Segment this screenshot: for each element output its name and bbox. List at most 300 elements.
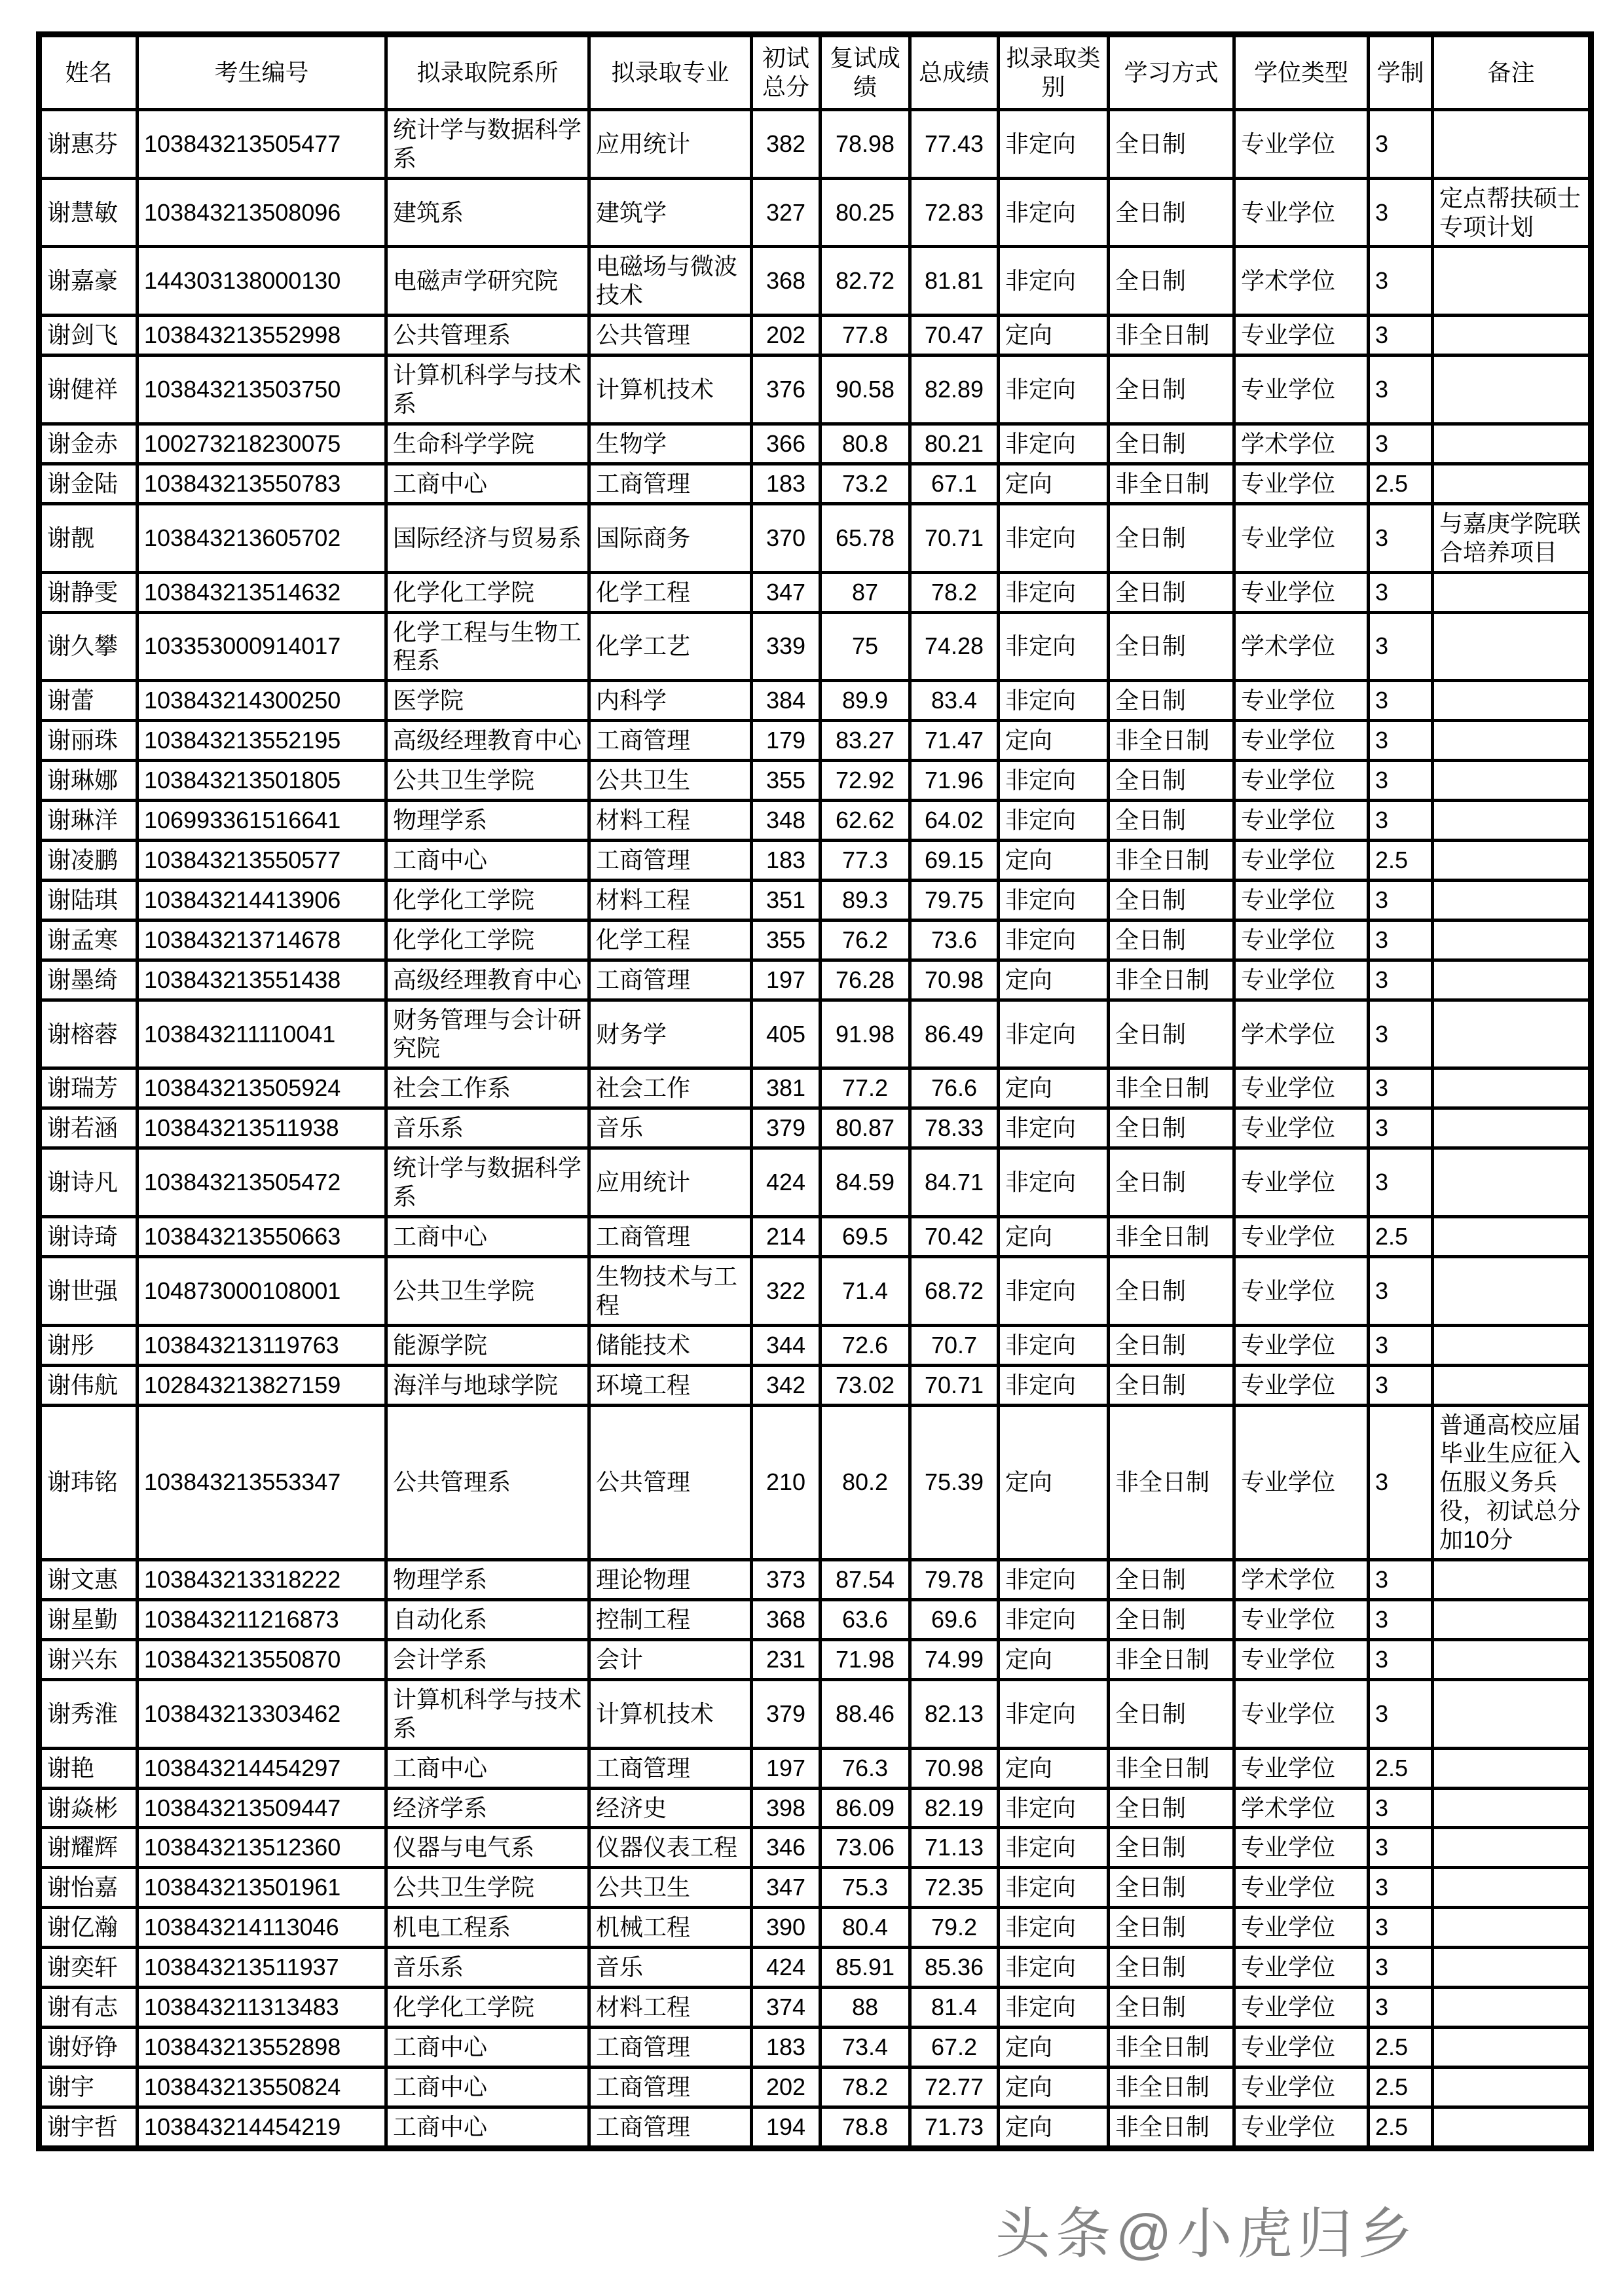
cell-duration: 3 (1369, 1679, 1433, 1748)
cell-initial-score: 370 (752, 503, 821, 572)
cell-study-mode: 全日制 (1109, 1599, 1234, 1639)
table-row (39, 316, 1591, 355)
table-row (39, 840, 1591, 880)
cell-admission-category: 定向 (999, 840, 1109, 880)
cell-major: 音乐 (589, 1108, 752, 1148)
cell-department: 能源学院 (386, 1325, 589, 1365)
cell-major: 电磁场与微波技术 (589, 247, 752, 316)
cell-department: 工商中心 (386, 1217, 589, 1257)
cell-total-score: 73.6 (910, 920, 999, 960)
cell-initial-score: 374 (752, 1988, 821, 2028)
cell-major: 材料工程 (589, 1988, 752, 2028)
cell-duration: 3 (1369, 1108, 1433, 1148)
cell-name: 谢瑞芳 (39, 1068, 138, 1108)
cell-major: 工商管理 (589, 721, 752, 761)
table-row (39, 721, 1591, 761)
cell-retest-score: 91.98 (821, 1000, 910, 1068)
cell-duration: 3 (1369, 681, 1433, 721)
cell-degree-type: 专业学位 (1234, 920, 1369, 960)
cell-initial-score: 355 (752, 761, 821, 801)
cell-candidate-id: 103843214113046 (138, 1908, 386, 1948)
column-header-total-score: 总成绩 (910, 35, 999, 110)
cell-initial-score: 366 (752, 424, 821, 464)
cell-remarks (1433, 1599, 1591, 1639)
cell-duration: 2.5 (1369, 2027, 1433, 2067)
cell-name: 谢孟寒 (39, 920, 138, 960)
cell-initial-score: 379 (752, 1679, 821, 1748)
cell-duration: 3 (1369, 801, 1433, 841)
cell-candidate-id: 103843213505924 (138, 1068, 386, 1108)
cell-degree-type: 专业学位 (1234, 761, 1369, 801)
cell-department: 海洋与地球学院 (386, 1365, 589, 1405)
cell-retest-score: 63.6 (821, 1599, 910, 1639)
cell-name: 谢焱彬 (39, 1788, 138, 1828)
cell-degree-type: 专业学位 (1234, 1748, 1369, 1788)
cell-retest-score: 80.4 (821, 1908, 910, 1948)
cell-remarks (1433, 1679, 1591, 1748)
cell-total-score: 72.83 (910, 178, 999, 247)
cell-degree-type: 专业学位 (1234, 1828, 1369, 1868)
cell-duration: 3 (1369, 1405, 1433, 1560)
cell-retest-score: 77.8 (821, 316, 910, 355)
cell-admission-category: 非定向 (999, 1828, 1109, 1868)
cell-study-mode: 全日制 (1109, 178, 1234, 247)
cell-remarks (1433, 681, 1591, 721)
cell-study-mode: 非全日制 (1109, 316, 1234, 355)
cell-remarks: 普通高校应届毕业生应征入伍服义务兵役，初试总分加10分 (1433, 1405, 1591, 1560)
table-row (39, 247, 1591, 316)
cell-admission-category: 非定向 (999, 920, 1109, 960)
cell-degree-type: 学术学位 (1234, 1788, 1369, 1828)
cell-major: 储能技术 (589, 1325, 752, 1365)
column-header-study-mode: 学习方式 (1109, 35, 1234, 110)
cell-duration: 2.5 (1369, 1748, 1433, 1788)
cell-major: 化学工程 (589, 572, 752, 612)
table-row (39, 109, 1591, 178)
cell-remarks (1433, 1068, 1591, 1108)
cell-duration: 3 (1369, 1868, 1433, 1908)
cell-total-score: 84.71 (910, 1148, 999, 1217)
cell-department: 建筑系 (386, 178, 589, 247)
cell-degree-type: 专业学位 (1234, 1988, 1369, 2028)
cell-total-score: 70.7 (910, 1325, 999, 1365)
cell-initial-score: 327 (752, 178, 821, 247)
cell-name: 谢诗琦 (39, 1217, 138, 1257)
cell-name: 谢健祥 (39, 355, 138, 424)
cell-major: 公共卫生 (589, 1868, 752, 1908)
table-row (39, 1988, 1591, 2028)
cell-total-score: 71.73 (910, 2107, 999, 2148)
table-row (39, 2107, 1591, 2148)
cell-name: 谢宇 (39, 2067, 138, 2107)
cell-total-score: 78.33 (910, 1108, 999, 1148)
cell-total-score: 79.78 (910, 1560, 999, 1600)
cell-remarks (1433, 1639, 1591, 1679)
cell-study-mode: 全日制 (1109, 801, 1234, 841)
cell-major: 生物学 (589, 424, 752, 464)
cell-department: 工商中心 (386, 1748, 589, 1788)
cell-initial-score: 179 (752, 721, 821, 761)
cell-department: 自动化系 (386, 1599, 589, 1639)
cell-retest-score: 73.4 (821, 2027, 910, 2067)
cell-candidate-id: 103843213511938 (138, 1108, 386, 1148)
cell-duration: 3 (1369, 1560, 1433, 1600)
cell-total-score: 82.19 (910, 1788, 999, 1828)
table-row (39, 1365, 1591, 1405)
cell-remarks (1433, 840, 1591, 880)
cell-degree-type: 学术学位 (1234, 1560, 1369, 1600)
cell-admission-category: 非定向 (999, 1256, 1109, 1325)
cell-total-score: 71.13 (910, 1828, 999, 1868)
cell-admission-category: 非定向 (999, 503, 1109, 572)
cell-study-mode: 全日制 (1109, 424, 1234, 464)
cell-major: 机械工程 (589, 1908, 752, 1948)
column-header-candidate-id: 考生编号 (138, 35, 386, 110)
cell-duration: 3 (1369, 503, 1433, 572)
cell-initial-score: 347 (752, 572, 821, 612)
cell-admission-category: 定向 (999, 721, 1109, 761)
cell-candidate-id: 103843213550870 (138, 1639, 386, 1679)
cell-major: 工商管理 (589, 2027, 752, 2067)
watermark-text: 头条@小虎归乡 (995, 2203, 1418, 2265)
cell-initial-score: 322 (752, 1256, 821, 1325)
cell-duration: 3 (1369, 109, 1433, 178)
table-row (39, 1948, 1591, 1988)
cell-degree-type: 专业学位 (1234, 1405, 1369, 1560)
cell-name: 谢慧敏 (39, 178, 138, 247)
cell-candidate-id: 103843213512360 (138, 1828, 386, 1868)
cell-duration: 3 (1369, 316, 1433, 355)
cell-retest-score: 82.72 (821, 247, 910, 316)
cell-retest-score: 72.92 (821, 761, 910, 801)
table-header (39, 35, 1591, 110)
cell-name: 谢琳洋 (39, 801, 138, 841)
cell-study-mode: 全日制 (1109, 920, 1234, 960)
cell-admission-category: 定向 (999, 1217, 1109, 1257)
cell-candidate-id: 103843213505477 (138, 109, 386, 178)
cell-remarks (1433, 1828, 1591, 1868)
table-row (39, 1599, 1591, 1639)
cell-initial-score: 346 (752, 1828, 821, 1868)
cell-remarks (1433, 1000, 1591, 1068)
cell-study-mode: 全日制 (1109, 503, 1234, 572)
cell-remarks (1433, 1325, 1591, 1365)
column-header-major: 拟录取专业 (589, 35, 752, 110)
cell-total-score: 77.43 (910, 109, 999, 178)
cell-duration: 3 (1369, 1365, 1433, 1405)
cell-degree-type: 专业学位 (1234, 1599, 1369, 1639)
table-row (39, 1639, 1591, 1679)
cell-retest-score: 78.2 (821, 2067, 910, 2107)
cell-duration: 2.5 (1369, 2067, 1433, 2107)
table-row (39, 1325, 1591, 1365)
table-row (39, 464, 1591, 503)
cell-duration: 3 (1369, 424, 1433, 464)
cell-name: 谢凌鹏 (39, 840, 138, 880)
cell-name: 谢世强 (39, 1256, 138, 1325)
cell-total-score: 70.98 (910, 1748, 999, 1788)
cell-total-score: 72.77 (910, 2067, 999, 2107)
cell-initial-score: 379 (752, 1108, 821, 1148)
cell-retest-score: 83.27 (821, 721, 910, 761)
cell-department: 化学化工学院 (386, 572, 589, 612)
cell-duration: 2.5 (1369, 2107, 1433, 2148)
cell-candidate-id: 103843213553347 (138, 1405, 386, 1560)
table-row (39, 1148, 1591, 1217)
cell-duration: 3 (1369, 1639, 1433, 1679)
cell-department: 工商中心 (386, 464, 589, 503)
cell-admission-category: 定向 (999, 2107, 1109, 2148)
cell-major: 仪器仪表工程 (589, 1828, 752, 1868)
cell-study-mode: 非全日制 (1109, 840, 1234, 880)
cell-name: 谢怡嘉 (39, 1868, 138, 1908)
cell-name: 谢金陆 (39, 464, 138, 503)
cell-admission-category: 非定向 (999, 1000, 1109, 1068)
cell-study-mode: 全日制 (1109, 1256, 1234, 1325)
cell-study-mode: 非全日制 (1109, 960, 1234, 1000)
cell-degree-type: 专业学位 (1234, 1908, 1369, 1948)
table-row (39, 1560, 1591, 1600)
cell-candidate-id: 103843213501961 (138, 1868, 386, 1908)
cell-department: 经济学系 (386, 1788, 589, 1828)
cell-study-mode: 非全日制 (1109, 464, 1234, 503)
cell-duration: 2.5 (1369, 1217, 1433, 1257)
cell-study-mode: 全日制 (1109, 1365, 1234, 1405)
cell-total-score: 79.2 (910, 1908, 999, 1948)
cell-initial-score: 382 (752, 109, 821, 178)
cell-total-score: 64.02 (910, 801, 999, 841)
cell-department: 物理学系 (386, 801, 589, 841)
cell-candidate-id: 144303138000130 (138, 247, 386, 316)
cell-degree-type: 专业学位 (1234, 109, 1369, 178)
cell-remarks (1433, 355, 1591, 424)
cell-name: 谢兴东 (39, 1639, 138, 1679)
cell-major: 公共卫生 (589, 761, 752, 801)
cell-name: 谢靓 (39, 503, 138, 572)
table-body (39, 109, 1591, 2148)
cell-duration: 2.5 (1369, 840, 1433, 880)
cell-degree-type: 专业学位 (1234, 2067, 1369, 2107)
cell-major: 控制工程 (589, 1599, 752, 1639)
cell-candidate-id: 103843213552998 (138, 316, 386, 355)
cell-initial-score: 183 (752, 840, 821, 880)
cell-major: 公共管理 (589, 316, 752, 355)
cell-degree-type: 学术学位 (1234, 612, 1369, 681)
cell-name: 谢陆琪 (39, 880, 138, 920)
cell-candidate-id: 103843213550663 (138, 1217, 386, 1257)
cell-remarks (1433, 1365, 1591, 1405)
cell-total-score: 81.81 (910, 247, 999, 316)
cell-department: 化学化工学院 (386, 920, 589, 960)
cell-candidate-id: 103843213550577 (138, 840, 386, 880)
cell-retest-score: 89.9 (821, 681, 910, 721)
cell-remarks (1433, 2067, 1591, 2107)
cell-name: 谢玮铭 (39, 1405, 138, 1560)
cell-admission-category: 定向 (999, 2067, 1109, 2107)
cell-remarks (1433, 960, 1591, 1000)
table-row (39, 681, 1591, 721)
cell-retest-score: 72.6 (821, 1325, 910, 1365)
cell-retest-score: 71.98 (821, 1639, 910, 1679)
cell-remarks: 定点帮扶硕士专项计划 (1433, 178, 1591, 247)
cell-degree-type: 专业学位 (1234, 960, 1369, 1000)
cell-admission-category: 非定向 (999, 355, 1109, 424)
cell-retest-score: 75 (821, 612, 910, 681)
cell-duration: 3 (1369, 1148, 1433, 1217)
cell-initial-score: 390 (752, 1908, 821, 1948)
cell-total-score: 71.47 (910, 721, 999, 761)
cell-study-mode: 全日制 (1109, 880, 1234, 920)
cell-name: 谢琳娜 (39, 761, 138, 801)
cell-name: 谢榕蓉 (39, 1000, 138, 1068)
cell-study-mode: 非全日制 (1109, 1068, 1234, 1108)
cell-study-mode: 全日制 (1109, 1325, 1234, 1365)
cell-remarks: 与嘉庚学院联合培养项目 (1433, 503, 1591, 572)
cell-department: 公共管理系 (386, 316, 589, 355)
cell-major: 化学工程 (589, 920, 752, 960)
cell-degree-type: 专业学位 (1234, 1868, 1369, 1908)
cell-name: 谢诗凡 (39, 1148, 138, 1217)
cell-candidate-id: 104873000108001 (138, 1256, 386, 1325)
cell-study-mode: 非全日制 (1109, 2107, 1234, 2148)
cell-duration: 3 (1369, 1068, 1433, 1108)
cell-study-mode: 全日制 (1109, 1560, 1234, 1600)
cell-total-score: 70.71 (910, 503, 999, 572)
cell-total-score: 82.89 (910, 355, 999, 424)
header-row (39, 35, 1591, 110)
table-row (39, 2027, 1591, 2067)
cell-retest-score: 75.3 (821, 1868, 910, 1908)
cell-major: 应用统计 (589, 109, 752, 178)
cell-department: 医学院 (386, 681, 589, 721)
cell-initial-score: 351 (752, 880, 821, 920)
cell-initial-score: 231 (752, 1639, 821, 1679)
table-row (39, 960, 1591, 1000)
cell-degree-type: 专业学位 (1234, 464, 1369, 503)
cell-retest-score: 84.59 (821, 1148, 910, 1217)
cell-initial-score: 214 (752, 1217, 821, 1257)
cell-admission-category: 非定向 (999, 1108, 1109, 1148)
cell-duration: 3 (1369, 1988, 1433, 2028)
cell-admission-category: 定向 (999, 1639, 1109, 1679)
cell-retest-score: 88.46 (821, 1679, 910, 1748)
cell-admission-category: 非定向 (999, 247, 1109, 316)
cell-major: 社会工作 (589, 1068, 752, 1108)
cell-major: 工商管理 (589, 840, 752, 880)
cell-department: 工商中心 (386, 840, 589, 880)
table-row (39, 1108, 1591, 1148)
cell-name: 谢彤 (39, 1325, 138, 1365)
cell-study-mode: 全日制 (1109, 1788, 1234, 1828)
cell-admission-category: 定向 (999, 1748, 1109, 1788)
cell-study-mode: 全日制 (1109, 612, 1234, 681)
cell-degree-type: 专业学位 (1234, 2107, 1369, 2148)
cell-degree-type: 学术学位 (1234, 1000, 1369, 1068)
cell-department: 工商中心 (386, 2107, 589, 2148)
cell-department: 社会工作系 (386, 1068, 589, 1108)
cell-initial-score: 398 (752, 1788, 821, 1828)
cell-retest-score: 73.02 (821, 1365, 910, 1405)
cell-retest-score: 69.5 (821, 1217, 910, 1257)
table-row (39, 1679, 1591, 1748)
cell-degree-type: 专业学位 (1234, 1068, 1369, 1108)
table-row (39, 801, 1591, 841)
table-row (39, 503, 1591, 572)
cell-degree-type: 专业学位 (1234, 355, 1369, 424)
table-row (39, 1217, 1591, 1257)
cell-admission-category: 非定向 (999, 1599, 1109, 1639)
cell-remarks (1433, 109, 1591, 178)
cell-remarks (1433, 572, 1591, 612)
cell-major: 计算机技术 (589, 355, 752, 424)
cell-admission-category: 非定向 (999, 880, 1109, 920)
column-header-initial-score: 初试总分 (752, 35, 821, 110)
cell-candidate-id: 103843213505472 (138, 1148, 386, 1217)
cell-candidate-id: 103843213509447 (138, 1788, 386, 1828)
cell-major: 工商管理 (589, 1217, 752, 1257)
cell-remarks (1433, 721, 1591, 761)
cell-duration: 3 (1369, 247, 1433, 316)
cell-department: 机电工程系 (386, 1908, 589, 1948)
cell-remarks (1433, 2027, 1591, 2067)
cell-initial-score: 368 (752, 1599, 821, 1639)
cell-remarks (1433, 1988, 1591, 2028)
cell-candidate-id: 103843211216873 (138, 1599, 386, 1639)
table-row (39, 2067, 1591, 2107)
cell-admission-category: 非定向 (999, 1908, 1109, 1948)
cell-major: 国际商务 (589, 503, 752, 572)
table-row (39, 424, 1591, 464)
cell-total-score: 68.72 (910, 1256, 999, 1325)
cell-total-score: 69.6 (910, 1599, 999, 1639)
cell-degree-type: 专业学位 (1234, 503, 1369, 572)
cell-department: 高级经理教育中心 (386, 960, 589, 1000)
column-header-name: 姓名 (39, 35, 138, 110)
cell-remarks (1433, 801, 1591, 841)
cell-admission-category: 非定向 (999, 1148, 1109, 1217)
admission-table (36, 31, 1594, 2151)
table-row (39, 1405, 1591, 1560)
cell-retest-score: 87.54 (821, 1560, 910, 1600)
cell-major: 会计 (589, 1639, 752, 1679)
cell-retest-score: 76.2 (821, 920, 910, 960)
cell-major: 工商管理 (589, 960, 752, 1000)
cell-major: 经济史 (589, 1788, 752, 1828)
cell-remarks (1433, 920, 1591, 960)
cell-remarks (1433, 1908, 1591, 1948)
cell-retest-score: 80.8 (821, 424, 910, 464)
cell-department: 电磁声学研究院 (386, 247, 589, 316)
cell-candidate-id: 103843213550824 (138, 2067, 386, 2107)
cell-remarks (1433, 424, 1591, 464)
cell-remarks (1433, 316, 1591, 355)
cell-initial-score: 384 (752, 681, 821, 721)
cell-department: 音乐系 (386, 1108, 589, 1148)
cell-duration: 3 (1369, 721, 1433, 761)
cell-department: 统计学与数据科学系 (386, 109, 589, 178)
cell-major: 理论物理 (589, 1560, 752, 1600)
cell-duration: 3 (1369, 178, 1433, 247)
cell-major: 工商管理 (589, 2107, 752, 2148)
cell-degree-type: 专业学位 (1234, 1256, 1369, 1325)
cell-department: 化学化工学院 (386, 1988, 589, 2028)
cell-name: 谢丽珠 (39, 721, 138, 761)
cell-total-score: 74.28 (910, 612, 999, 681)
cell-department: 计算机科学与技术系 (386, 355, 589, 424)
table-row (39, 1788, 1591, 1828)
cell-name: 谢耀辉 (39, 1828, 138, 1868)
cell-candidate-id: 103843213303462 (138, 1679, 386, 1748)
